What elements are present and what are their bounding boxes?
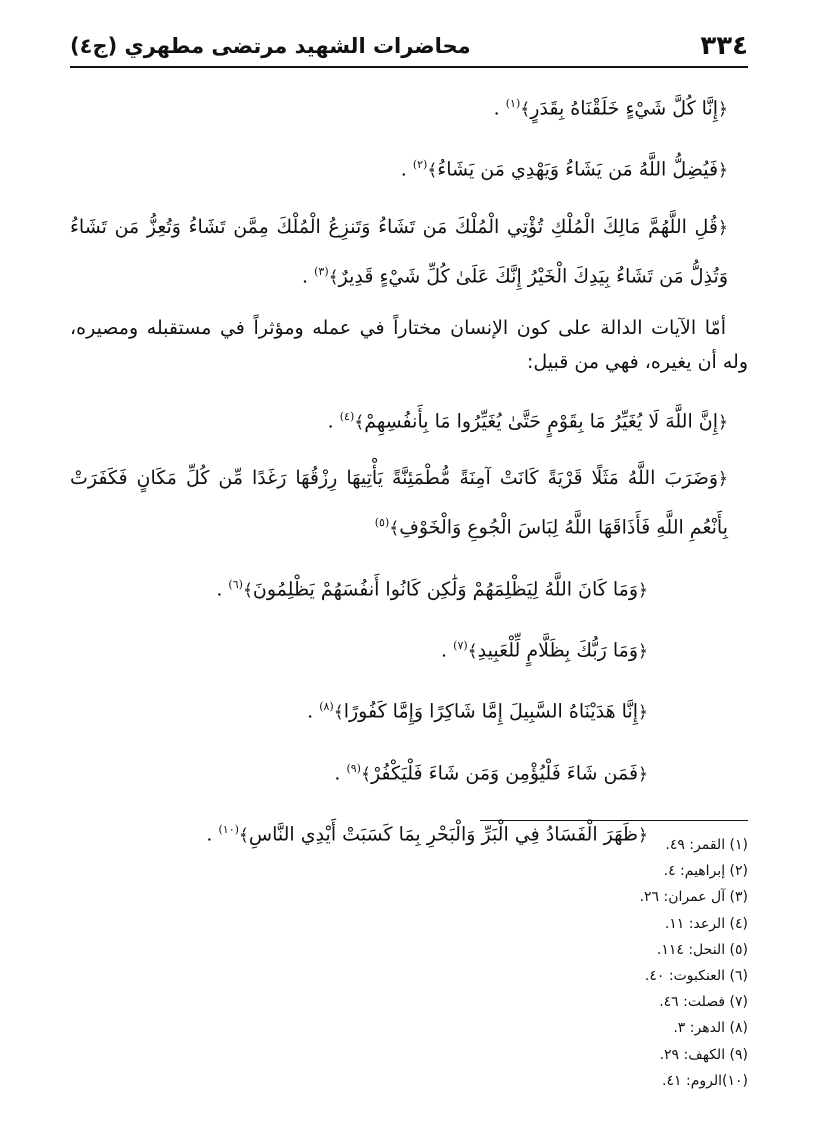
page-header xyxy=(70,28,748,68)
quran-verse xyxy=(70,395,748,444)
verse-open-bracket: ﴿ xyxy=(638,825,648,846)
footnote-item: (٤) الرعد: ١١. xyxy=(664,915,748,932)
page-number: ٣٣٤ xyxy=(700,31,748,61)
verse-close-bracket: ﴾ xyxy=(242,579,253,600)
verse-open-bracket: ﴿ xyxy=(718,217,728,238)
verse-text: إِنَّا هَدَيْنَاهُ السَّبِيلَ إِمَّا شَاكِرًا وَإِمَّا كَفُورًا xyxy=(343,700,639,723)
footnote-item: (١) القمر: ٤٩. xyxy=(665,837,748,853)
footnote-item: (٣) آل عمران: ٢٦. xyxy=(639,889,748,906)
quran-verse xyxy=(70,205,748,299)
quran-verse xyxy=(70,82,748,131)
quran-verse xyxy=(70,563,748,612)
footnote-item: (٥) النحل: ١١٤. xyxy=(656,941,748,958)
verse-close-bracket: ﴾ xyxy=(467,641,478,662)
header-rule xyxy=(70,66,748,68)
footnote-ref: (٢) xyxy=(412,158,428,172)
footnote-ref: (٧) xyxy=(453,638,468,652)
verse-close-bracket: ﴾ xyxy=(238,825,249,846)
quran-verse xyxy=(70,456,748,550)
verse-close-bracket: ﴾ xyxy=(354,412,365,433)
verse-open-bracket: ﴿ xyxy=(638,702,648,723)
verse-open-bracket: ﴿ xyxy=(638,579,648,600)
verse-close-bracket: ﴾ xyxy=(427,160,438,181)
footnote-item: (٧) فصلت: ٤٦. xyxy=(659,994,748,1011)
footnote-ref: (٤) xyxy=(339,409,355,423)
verse-end: . xyxy=(493,97,506,120)
verse-text: قُلِ اللَّهُمَّ مَالِكَ الْمُلْكِ تُؤْتِي الْمُلْكَ مَن تَشَاءُ وَتَنزِعُ الْمُلْكَ مِمَّن تَشَاءُ وَتُعِزُّ مَن تَشَاءُ وَتُذِلُّ مَن تَشَاءُ بِيَدِكَ الْخَيْرُ إِنَّكَ عَلَىٰ كُلِّ شَيْءٍ قَدِيرٌ xyxy=(70,215,728,287)
body-paragraph: أمّا الآيات الدالة على كون الإنسان مختاراً في عمله ومؤثراً في مستقبله ومصيره، وله أن يغيره، فهي من قبيل: xyxy=(70,316,748,373)
footnote-ref: (٣) xyxy=(314,264,329,278)
footnote-ref: (٦) xyxy=(228,577,243,591)
verse-text: وَضَرَبَ اللَّهُ مَثَلًا قَرْيَةً كَانَتْ آمِنَةً مُّطْمَئِنَّةً يَأْتِيهَا رِزْقُهَا رَغَدًا مِّن كُلِّ مَكَانٍ فَكَفَرَتْ بِأَنْعُمِ اللَّهِ فَأَذَاقَهَا اللَّهُ لِبَاسَ الْجُوعِ وَالْخَوْفِ xyxy=(70,467,728,539)
footnote-rule xyxy=(480,820,748,821)
quran-verse xyxy=(70,685,748,734)
footnote-item: (٩) الكهف: ٢٩. xyxy=(659,1046,748,1063)
verse-close-bracket: ﴾ xyxy=(389,518,400,539)
quran-verse xyxy=(70,747,748,796)
footnote-item: (٢) إبراهيم: ٤. xyxy=(663,863,748,880)
verse-open-bracket: ﴿ xyxy=(638,763,648,784)
verse-end: . xyxy=(206,823,219,846)
verse-text: فَيُضِلُّ اللَّهُ مَن يَشَاءُ وَيَهْدِي مَن يَشَاءُ xyxy=(437,158,719,181)
verse-end: . xyxy=(334,761,347,784)
footnote-ref: (٥) xyxy=(374,516,390,530)
quran-verse xyxy=(70,624,748,673)
verse-open-bracket: ﴿ xyxy=(718,412,728,433)
verse-end: . xyxy=(441,639,454,662)
verse-text: إِنَّ اللَّهَ لَا يُغَيِّرُ مَا بِقَوْمٍ حَتَّىٰ يُغَيِّرُوا مَا بِأَنفُسِهِمْ xyxy=(364,410,719,433)
verse-open-bracket: ﴿ xyxy=(718,160,728,181)
verse-end: . xyxy=(400,158,413,181)
verse-text: ظَهَرَ الْفَسَادُ فِي الْبَرِّ وَالْبَحْرِ بِمَا كَسَبَتْ أَيْدِي النَّاسِ xyxy=(248,823,639,846)
verse-close-bracket: ﴾ xyxy=(333,702,344,723)
verse-open-bracket: ﴿ xyxy=(718,469,728,490)
verse-close-bracket: ﴾ xyxy=(328,266,339,287)
verse-text: إِنَّا كُلَّ شَيْءٍ خَلَقْنَاهُ بِقَدَرٍ xyxy=(530,97,719,120)
footnote-item: (١٠)الروم: ٤١. xyxy=(662,1072,748,1089)
footnote-ref: (٨) xyxy=(319,700,334,714)
footnote-ref: (١) xyxy=(505,97,521,110)
page-body xyxy=(70,82,748,869)
footnote-item: (٨) الدهر: ٣. xyxy=(673,1020,748,1037)
verse-open-bracket: ﴿ xyxy=(718,99,728,120)
running-title: محاضرات الشهيد مرتضى مطهري (ج٤) xyxy=(70,34,471,58)
verse-end: . xyxy=(307,700,320,723)
verse-text: وَمَا رَبُّكَ بِظَلَّامٍ لِّلْعَبِيدِ xyxy=(477,639,639,662)
verse-text: وَمَا كَانَ اللَّهُ لِيَظْلِمَهُمْ وَلَٰكِن كَانُوا أَنفُسَهُمْ يَظْلِمُونَ xyxy=(252,577,639,600)
verse-text: فَمَن شَاءَ فَلْيُؤْمِن وَمَن شَاءَ فَلْيَكْفُرْ xyxy=(370,761,639,784)
verse-end: . xyxy=(302,264,315,287)
quran-verse xyxy=(70,143,748,192)
verse-close-bracket: ﴾ xyxy=(520,99,531,120)
verse-end: . xyxy=(216,577,229,600)
footnotes-list xyxy=(640,832,748,1094)
verse-end: . xyxy=(327,410,340,433)
footnote-ref: (٩) xyxy=(346,761,361,775)
verse-open-bracket: ﴿ xyxy=(638,641,648,662)
footnote-item: (٦) العنكبوت: ٤٠. xyxy=(644,968,748,985)
footnote-ref: (١٠) xyxy=(218,822,239,836)
verse-close-bracket: ﴾ xyxy=(360,763,371,784)
